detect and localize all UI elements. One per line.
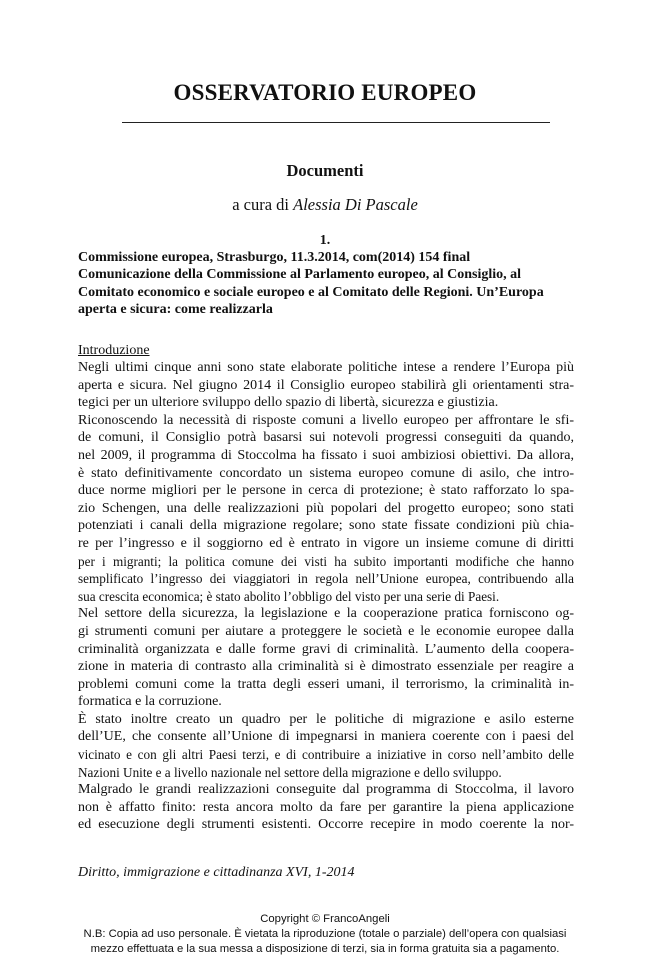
text-line: formatica e la corruzione. xyxy=(78,694,222,710)
intro-heading: Introduzione xyxy=(78,343,150,358)
document-header-line: aperta e sicura: come realizzarla xyxy=(78,302,273,318)
document-number: 1. xyxy=(319,233,331,248)
journal-citation: Diritto, immigrazione e cittadinanza XVI, 1-2014 xyxy=(78,865,355,880)
journal-title: OSSERVATORIO EUROPEO xyxy=(173,80,477,105)
text-line: per i migranti; la politica comune dei visti ha subito importanti modifiche che hanno xyxy=(78,553,574,569)
text-line: criminalità organizzata e dalle forme gravi di criminalità. L’aumento della coopera- xyxy=(78,641,574,657)
document-header-line: Comunicazione della Commissione al Parlamento europeo, al Consiglio, al xyxy=(78,267,522,283)
text-line: È stato inoltre creato un quadro per le politiche di migrazione e asilo esterne xyxy=(78,711,574,727)
copyright-line: mezzo effettuata e la sua messa a disposizione di terzi, sia in forma gratuita sia a pagamento. xyxy=(90,943,560,955)
editor-line xyxy=(0,195,650,215)
document-header xyxy=(78,249,574,319)
text-line: Nel settore della sicurezza, la legislazione e la cooperazione pratica forniscono og- xyxy=(78,606,574,622)
text-line: Negli ultimi cinque anni sono state elaborate politiche intese a rendere l’Europa più xyxy=(78,360,574,375)
document-header-line: Commissione europea, Strasburgo, 11.3.2014, com(2014) 154 final xyxy=(78,250,471,265)
copyright-line: Copyright © FrancoAngeli xyxy=(260,913,390,925)
text-line: Nazioni Unite e a livello nazionale nel settore della migrazione e dello sviluppo. xyxy=(78,764,502,780)
text-line: duce norme migliori per le persone in cerca di protezione; è stato rafforzato lo spa- xyxy=(78,483,574,499)
copyright-notice xyxy=(0,912,650,957)
text-line: tegici per un ulteriore sviluppo dello spazio di libertà, sicurezza e giustizia. xyxy=(78,395,499,411)
copyright-line: N.B: Copia ad uso personale. È vietata la riproduzione (totale o parziale) dell’opera con qualsiasi xyxy=(83,928,567,940)
text-line: semplificato l’ingresso dei viaggiatori in regola nell’Unione europea, contribuendo alla xyxy=(78,571,574,587)
text-line: zione in materia di contrasto alla criminalità si è dimostrato essenziale per reagire a xyxy=(78,659,574,675)
text-line: dell’UE, che consente all’Unione di impegnarsi in maniera coerente con i paesi del xyxy=(78,729,574,745)
text-line: de comuni, il Consiglio potrà basarsi sui notevoli progressi conseguiti da quando, xyxy=(78,430,574,446)
text-line: zio Schengen, una delle realizzazioni più popolari del progetto europeo; sono stati xyxy=(78,500,574,516)
text-line: Malgrado le grandi realizzazioni conseguite dal programma di Stoccolma, il lavoro xyxy=(78,782,574,798)
editor-name: Alessia Di Pascale xyxy=(293,195,418,214)
text-line: Riconoscendo la necessità di risposte comuni a livello europeo per affrontare le sfi- xyxy=(78,412,574,428)
text-line: problemi comuni come la tratta degli esseri umani, il terrorismo, la criminalità in- xyxy=(78,676,574,692)
text-line: gi strumenti comuni per aiutare a proteggere le società e le economie europee dalla xyxy=(78,623,574,639)
paragraph xyxy=(78,412,574,606)
paragraph xyxy=(78,359,574,412)
text-line: potenziati i canali della migrazione regolare; sono state fissate condizioni più chia- xyxy=(78,518,574,534)
text-line: non è affatto finito: resta ancora molto da fare per garantire la piena applicazione xyxy=(78,799,574,815)
text-line: aperta e sicura. Nel giugno 2014 il Consiglio europeo stabilirà gli orientamenti stra- xyxy=(78,377,574,393)
section-heading: Documenti xyxy=(286,161,364,180)
paragraph xyxy=(78,781,574,834)
text-line: re per l’ingresso e il soggiorno ed è entrato in vigore un insieme comune di diritti xyxy=(78,535,574,551)
paragraph xyxy=(78,605,574,711)
text-line: nel 2009, il programma di Stoccolma ha fissato i suoi ambiziosi obiettivi. Da allora, xyxy=(78,447,574,463)
paragraph xyxy=(78,711,574,781)
document-header-line: Comitato economico e sociale europeo e al Comitato delle Regioni. Un’Europa xyxy=(78,284,544,300)
text-line: sua crescita economica; è stato abolito l’obbligo del visto per una serie di Paesi. xyxy=(78,588,500,604)
editor-prefix: a cura di xyxy=(232,195,294,214)
text-line: è stato definitivamente concordato un sistema europeo comune di asilo, che intro- xyxy=(78,465,574,481)
text-line: vicinato e con gli altri Paesi terzi, e di contribuire a iniziative in corso nell’ambito delle xyxy=(78,747,574,763)
text-line: ed esecuzione degli strumenti esistenti. Occorre recepire in modo coerente la nor- xyxy=(78,817,574,833)
title-divider xyxy=(122,122,550,123)
body-text xyxy=(78,359,574,834)
